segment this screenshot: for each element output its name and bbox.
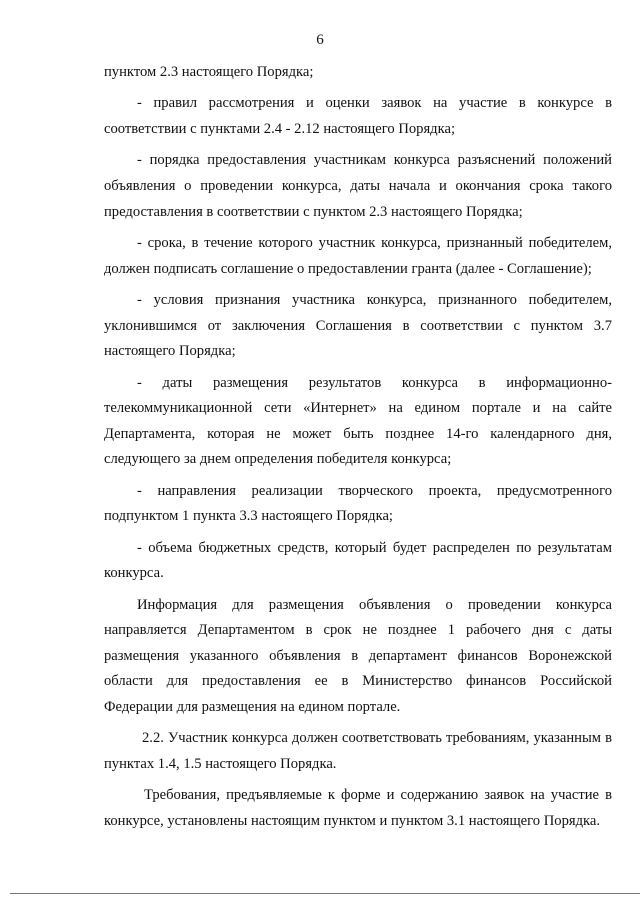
section-paragraph: 2.2. Участник конкурса должен соответствовать требованиям, указанным в пунктах 1.4, 1.5 настоящего Порядка. bbox=[104, 730, 612, 773]
list-item: - порядка предоставления участникам конкурса разъяснений положений объявления о проведении конкурса, даты начала и окончания срока такого предоставления в соответствии с пунктом 2.3 настоящего Порядка; bbox=[104, 152, 612, 220]
list-item: - направления реализации творческого проекта, предусмотренного подпунктом 1 пункта 3.3 настоящего Порядка; bbox=[104, 482, 612, 525]
page-bottom-rule bbox=[10, 893, 640, 894]
page-number: 6 bbox=[316, 32, 324, 48]
list-item: - условия признания участника конкурса, признанного победителем, уклонившимся от заключения Соглашения в соответствии с пунктом 3.7 настоящего Порядка; bbox=[104, 291, 612, 360]
list-item: - объема бюджетных средств, который будет распределен по результатам конкурса. bbox=[104, 539, 612, 582]
list-item: - даты размещения результатов конкурса в информационно-телекоммуникационной сети «Интернет» на едином портале и на сайте Департамента, которая не может быть позднее 14-го календарного дня, следующего за днем определения победителя конкурса; bbox=[104, 374, 612, 468]
document-body bbox=[104, 60, 612, 835]
paragraph: Информация для размещения объявления о проведении конкурса направляется Департаментом в срок не позднее 1 рабочего дня с даты размещения указанного объявления в департамент финансов Воронежской области для предоставления ее в Министерство финансов Российской Федерации для размещения на едином портале. bbox=[104, 596, 612, 716]
list-item: - правил рассмотрения и оценки заявок на участие в конкурсе в соответствии с пунктами 2.4 - 2.12 настоящего Порядка; bbox=[104, 95, 612, 137]
paragraph: Требования, предъявляемые к форме и содержанию заявок на участие в конкурсе, установлены настоящим пунктом и пунктом 3.1 настоящего Порядка. bbox=[104, 787, 612, 829]
paragraph-continuation: пунктом 2.3 настоящего Порядка; bbox=[104, 64, 314, 80]
list-item: - срока, в течение которого участник конкурса, признанный победителем, должен подписать соглашение о предоставлении гранта (далее - Соглашение); bbox=[104, 234, 612, 277]
